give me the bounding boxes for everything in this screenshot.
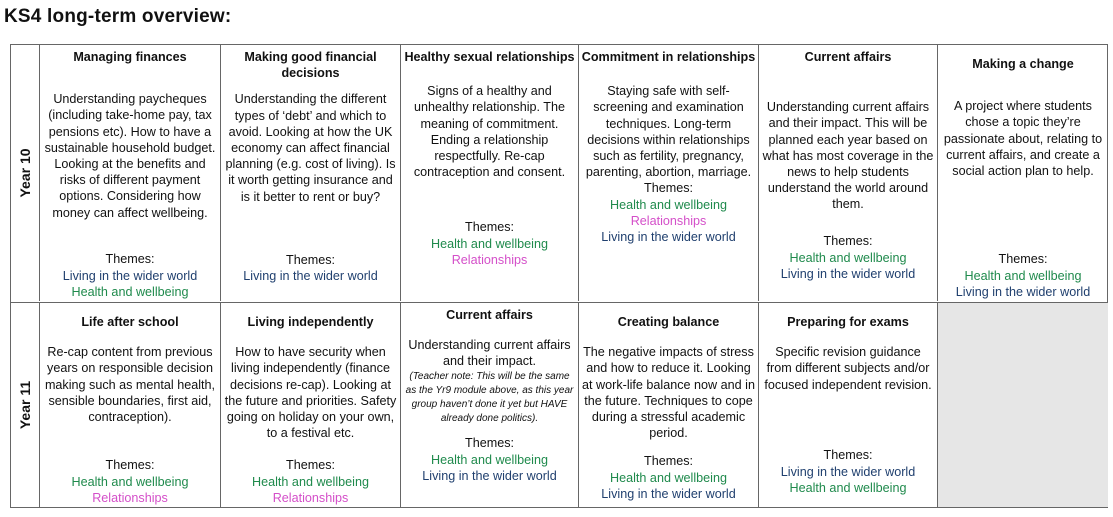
cell-title: Healthy sexual relationships (404, 50, 575, 64)
cell-preparing-for-exams (759, 303, 938, 507)
themes-block (759, 447, 937, 497)
cell-living-independently (221, 303, 401, 507)
theme-health-and-wellbeing: Health and wellbeing (964, 268, 1082, 283)
cell-title: Commitment in relationships (581, 50, 756, 64)
cell-title: Making a change (972, 57, 1074, 71)
theme-relationships: Relationships (272, 490, 349, 505)
theme-health-and-wellbeing: Health and wellbeing (789, 250, 907, 265)
themes-block (938, 251, 1108, 301)
cell-title: Making good financial decisions (244, 50, 377, 81)
cell-making-a-change (938, 45, 1108, 301)
themes-label: Themes: (644, 454, 693, 469)
table-row-year11 (11, 302, 1108, 507)
cell-description: Staying safe with self-screening and examination techniques. Long-term decisions within relationships such as fertility, pregnancy, parenting, abortion, marriage. (585, 84, 752, 180)
cell-description: A project where students chose a topic they’re passionate about, relating to current affairs, and create a social action plan to help. (943, 99, 1103, 179)
themes-block (401, 435, 578, 485)
cell-title: Current affairs (804, 50, 892, 64)
themes-block (40, 457, 220, 507)
cell-description: Understanding the different types of ‘debt’ and which to avoid. Looking at how the UK economy can affect financial planning (e.g. cost of living). Is it worth getting insurance and is it better to rent or buy? (225, 92, 396, 204)
cell-title: Preparing for exams (787, 315, 909, 329)
overview-table (10, 44, 1108, 508)
teacher-note: (Teacher note: This will be the same as the Yr9 module above, as this year group haven’t done it yet but HAVE already done politics). (405, 370, 574, 424)
theme-health-and-wellbeing: Health and wellbeing (252, 474, 369, 489)
theme-relationships: Relationships (92, 490, 168, 505)
themes-label: Themes: (105, 458, 155, 473)
themes-label: Themes: (465, 436, 514, 451)
cell-title: Creating balance (617, 315, 720, 329)
themes-block (579, 453, 758, 503)
themes-block (221, 457, 400, 507)
cell-description: Understanding paycheques (including take-home pay, tax pensions etc). How to have a sustainable household budget. Looking at the benefits and risks of different payment options. Considering how money can affect wellbeing. (44, 92, 216, 220)
theme-living-in-the-wider-world: Living in the wider world (780, 266, 916, 281)
theme-relationships: Relationships (451, 252, 528, 267)
year10-label: Year 10 (17, 148, 33, 198)
theme-health-and-wellbeing: Health and wellbeing (71, 284, 189, 299)
empty-cell (938, 303, 1108, 507)
year11-label: Year 11 (17, 380, 33, 430)
cell-title: Current affairs (446, 308, 533, 322)
cell-description: The negative impacts of stress and how to reduce it. Looking at work-life balance now and in the future. Techniques to cope during a stressful academic period. (582, 345, 755, 441)
theme-health-and-wellbeing: Health and wellbeing (71, 474, 189, 489)
theme-living-in-the-wider-world: Living in the wider world (601, 230, 736, 245)
theme-health-and-wellbeing: Health and wellbeing (431, 236, 548, 251)
year11-row-header (11, 303, 40, 507)
themes-block (401, 219, 578, 269)
cell-title: Managing finances (73, 50, 187, 64)
cell-managing-finances (40, 45, 221, 301)
themes-label: Themes: (998, 252, 1048, 267)
cell-description: Understanding current affairs and their impact. This will be planned each year based on what has most coverage in the news to help students understand the world around them. (762, 100, 934, 212)
theme-living-in-the-wider-world: Living in the wider world (780, 464, 916, 479)
theme-health-and-wellbeing: Health and wellbeing (610, 197, 727, 212)
theme-living-in-the-wider-world: Living in the wider world (62, 268, 198, 283)
cell-healthy-sexual-relationships (401, 45, 579, 301)
cell-making-good-financial-decisions (221, 45, 401, 301)
cell-description (403, 337, 576, 425)
theme-living-in-the-wider-world: Living in the wider world (601, 486, 736, 501)
theme-living-in-the-wider-world: Living in the wider world (955, 284, 1091, 299)
cell-life-after-school (40, 303, 221, 507)
cell-commitment-in-relationships (579, 45, 759, 301)
cell-description: Signs of a healthy and unhealthy relationship. The meaning of commitment. Ending a relationship respectfully. Re-cap contraception and consent. (413, 84, 566, 180)
themes-label: Themes: (286, 458, 335, 473)
cell-current-affairs-y10 (759, 45, 938, 301)
themes-label: Themes: (823, 448, 873, 463)
theme-health-and-wellbeing: Health and wellbeing (431, 452, 548, 467)
cell-description: How to have security when living independently (finance decisions re-cap). Looking at the future and priorities. Safety going on holiday on your own, to a festival etc. (224, 345, 397, 441)
theme-relationships: Relationships (630, 213, 707, 228)
themes-label: Themes: (644, 181, 693, 196)
themes-label: Themes: (823, 234, 873, 249)
cell-current-affairs-y11 (401, 303, 579, 507)
themes-block (40, 251, 220, 301)
themes-block (221, 252, 400, 285)
cell-description-text: Understanding current affairs and their impact. (408, 338, 571, 369)
themes-block (759, 233, 937, 283)
themes-label: Themes: (105, 252, 155, 267)
themes-label: Themes: (286, 252, 335, 267)
theme-living-in-the-wider-world: Living in the wider world (243, 268, 378, 283)
page-title: KS4 long-term overview: (4, 6, 232, 27)
cell-title: Living independently (247, 315, 374, 329)
table-row-year10 (11, 45, 1108, 301)
theme-living-in-the-wider-world: Living in the wider world (422, 468, 557, 483)
cell-description: Re-cap content from previous years on responsible decision making such as mental health, sensible boundaries, first aid, contraception). (44, 345, 216, 425)
cell-creating-balance (579, 303, 759, 507)
cell-description: Specific revision guidance from different subjects and/or focused independent revision. (764, 345, 932, 392)
theme-health-and-wellbeing: Health and wellbeing (610, 470, 727, 485)
year10-row-header (11, 45, 40, 301)
themes-label: Themes: (465, 220, 514, 235)
cell-title: Life after school (81, 315, 179, 329)
theme-health-and-wellbeing: Health and wellbeing (789, 480, 907, 495)
